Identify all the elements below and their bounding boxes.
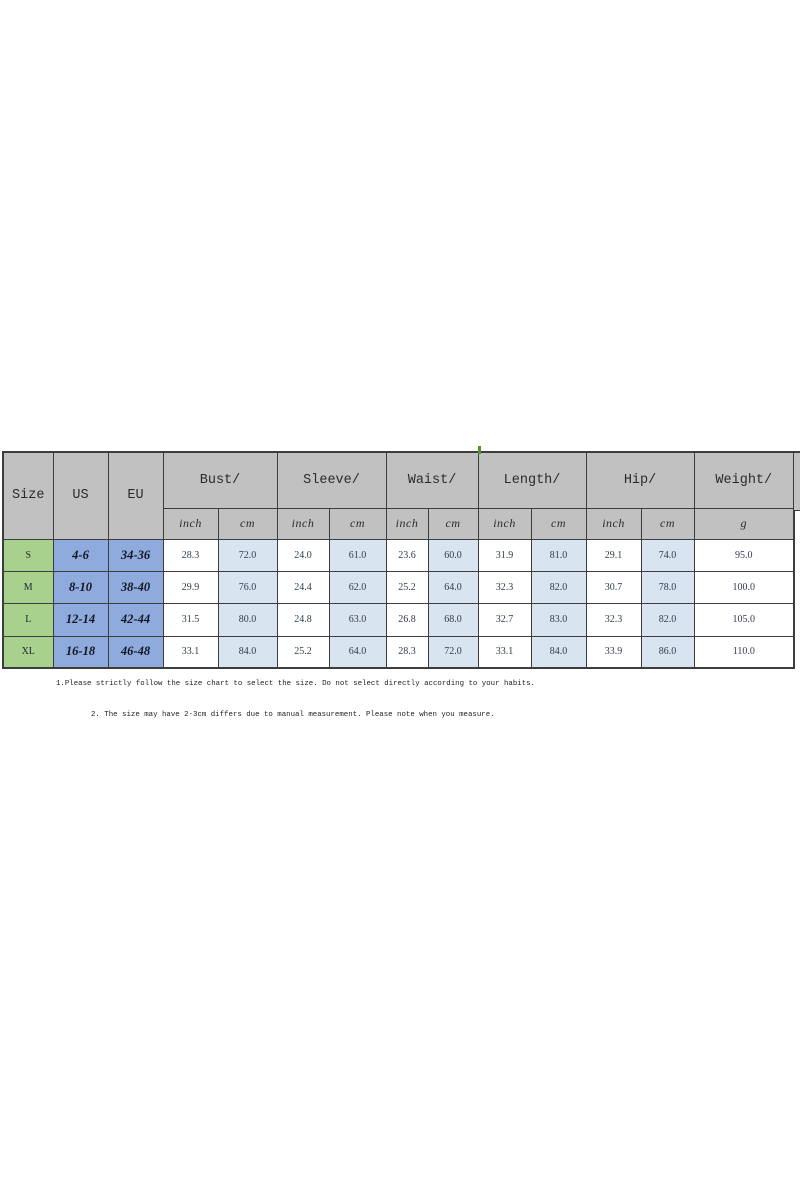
subheader-length-inch: inch <box>478 508 531 539</box>
eu-cell: 46-48 <box>108 636 163 668</box>
value-cell: 32.3 <box>478 571 531 603</box>
value-cell: 23.6 <box>386 539 428 571</box>
subheader-bust-inch: inch <box>163 508 218 539</box>
subheader-bust-cm: cm <box>218 508 277 539</box>
subheader-hip-inch: inch <box>586 508 641 539</box>
us-cell: 8-10 <box>53 571 108 603</box>
value-cell: 25.2 <box>277 636 329 668</box>
subheader-hip-cm: cm <box>641 508 694 539</box>
value-cell: 25.2 <box>386 571 428 603</box>
eu-cell: 38-40 <box>108 571 163 603</box>
value-cell: 31.9 <box>478 539 531 571</box>
value-cell: 24.0 <box>277 539 329 571</box>
value-cell: 26.8 <box>386 603 428 636</box>
subheader-sleeve-cm: cm <box>329 508 386 539</box>
group-header-bust: Bust/ <box>163 452 277 508</box>
value-cell: 32.7 <box>478 603 531 636</box>
value-cell: 28.3 <box>163 539 218 571</box>
group-header-hip: Hip/ <box>586 452 694 508</box>
value-cell: 74.0 <box>641 539 694 571</box>
value-cell: 64.0 <box>329 636 386 668</box>
value-cell: 81.0 <box>531 539 586 571</box>
size-chart-table-wrap <box>2 451 795 669</box>
column-header-size: Size <box>3 452 53 539</box>
value-cell: 78.0 <box>641 571 694 603</box>
value-cell: 80.0 <box>218 603 277 636</box>
size-cell: M <box>3 571 53 603</box>
subheader-sleeve-inch: inch <box>277 508 329 539</box>
value-cell: 33.9 <box>586 636 641 668</box>
us-cell: 4-6 <box>53 539 108 571</box>
value-cell: 84.0 <box>531 636 586 668</box>
size-cell: L <box>3 603 53 636</box>
subheader-weight-g: g <box>694 508 794 539</box>
value-cell: 110.0 <box>694 636 794 668</box>
group-header-weight: Weight/ <box>694 452 794 508</box>
green-tick-artifact <box>478 446 481 454</box>
group-header-sleeve: Sleeve/ <box>277 452 386 508</box>
value-cell: 63.0 <box>329 603 386 636</box>
us-cell: 12-14 <box>53 603 108 636</box>
value-cell: 60.0 <box>428 539 478 571</box>
value-cell: 62.0 <box>329 571 386 603</box>
value-cell: 31.5 <box>163 603 218 636</box>
size-cell: S <box>3 539 53 571</box>
value-cell: 28.3 <box>386 636 428 668</box>
group-header-length: Length/ <box>478 452 586 508</box>
note-2: 2. The size may have 2-3cm differs due to manual measurement. Please note when you measure. <box>91 711 495 719</box>
size-chart-table <box>2 451 795 669</box>
value-cell: 100.0 <box>694 571 794 603</box>
subheader-waist-inch: inch <box>386 508 428 539</box>
value-cell: 61.0 <box>329 539 386 571</box>
note-1: 1.Please strictly follow the size chart to select the size. Do not select directly according to your habits. <box>56 680 535 688</box>
size-cell: XL <box>3 636 53 668</box>
table-row-s <box>3 539 794 571</box>
value-cell: 72.0 <box>428 636 478 668</box>
value-cell: 24.8 <box>277 603 329 636</box>
eu-cell: 42-44 <box>108 603 163 636</box>
value-cell: 24.4 <box>277 571 329 603</box>
eu-cell: 34-36 <box>108 539 163 571</box>
value-cell: 105.0 <box>694 603 794 636</box>
value-cell: 72.0 <box>218 539 277 571</box>
value-cell: 64.0 <box>428 571 478 603</box>
value-cell: 84.0 <box>218 636 277 668</box>
value-cell: 82.0 <box>531 571 586 603</box>
value-cell: 82.0 <box>641 603 694 636</box>
value-cell: 76.0 <box>218 571 277 603</box>
value-cell: 86.0 <box>641 636 694 668</box>
value-cell: 30.7 <box>586 571 641 603</box>
group-header-row <box>3 452 794 508</box>
value-cell: 33.1 <box>163 636 218 668</box>
subheader-waist-cm: cm <box>428 508 478 539</box>
value-cell: 83.0 <box>531 603 586 636</box>
table-row-m <box>3 571 794 603</box>
us-cell: 16-18 <box>53 636 108 668</box>
value-cell: 29.1 <box>586 539 641 571</box>
column-header-eu: EU <box>108 452 163 539</box>
value-cell: 68.0 <box>428 603 478 636</box>
header-edge-artifact <box>794 451 800 511</box>
value-cell: 32.3 <box>586 603 641 636</box>
value-cell: 29.9 <box>163 571 218 603</box>
column-header-us: US <box>53 452 108 539</box>
subheader-length-cm: cm <box>531 508 586 539</box>
table-row-xl <box>3 636 794 668</box>
value-cell: 95.0 <box>694 539 794 571</box>
value-cell: 33.1 <box>478 636 531 668</box>
group-header-waist: Waist/ <box>386 452 478 508</box>
table-row-l <box>3 603 794 636</box>
